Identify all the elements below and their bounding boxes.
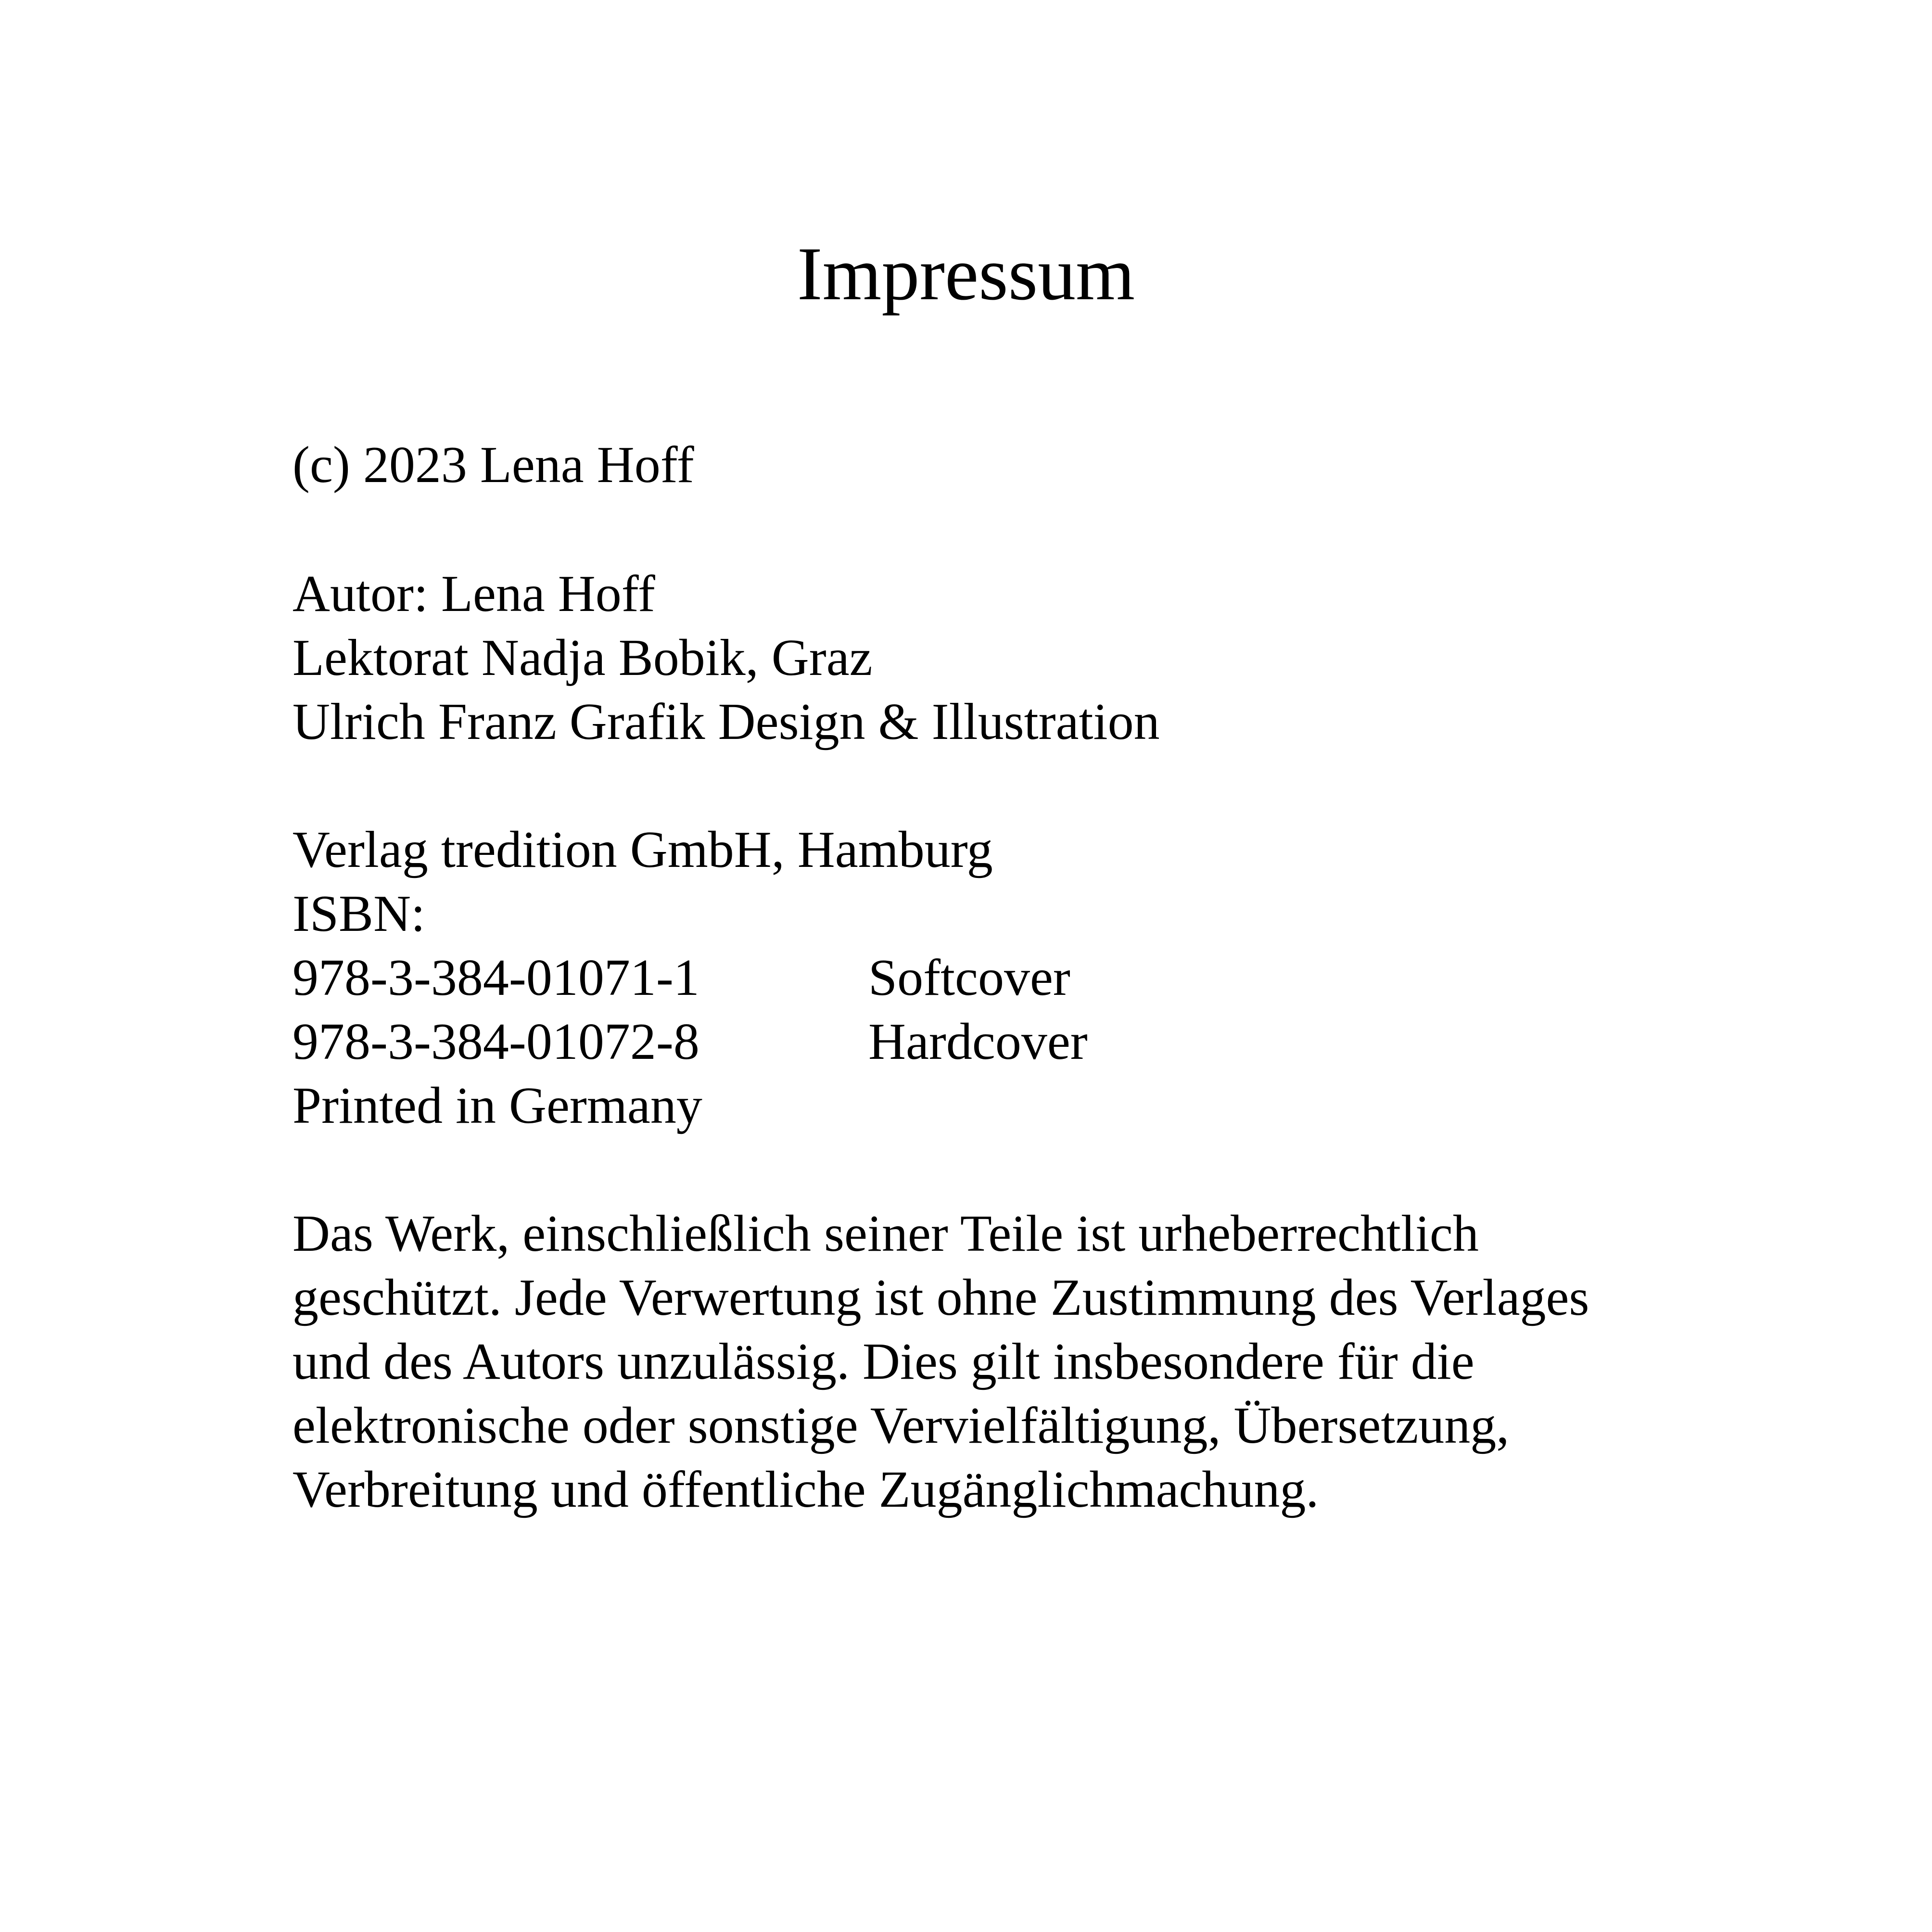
isbn-format: Softcover	[868, 949, 1070, 1006]
legal-notice-line: und des Autors unzulässig. Dies gilt insbesondere für die	[292, 1333, 1474, 1390]
isbn-code: 978-3-384-01072-8	[292, 1013, 699, 1070]
copyright-line: (c) 2023 Lena Hoff	[292, 436, 694, 494]
isbn-format: Hardcover	[868, 1013, 1088, 1070]
publisher-line: Verlag tredition GmbH, Hamburg	[292, 821, 993, 878]
page-title: Impressum	[797, 232, 1135, 316]
legal-notice-line: geschützt. Jede Verwertung ist ohne Zustimmung des Verlages	[292, 1269, 1589, 1326]
printed-in-line: Printed in Germany	[292, 1077, 702, 1134]
author-credit: Autor: Lena Hoff	[292, 565, 655, 623]
isbn-row-softcover	[292, 946, 1736, 1010]
isbn-row-hardcover	[292, 1010, 1736, 1074]
isbn-label: ISBN:	[292, 885, 426, 942]
legal-notice-line: elektronische oder sonstige Vervielfältigung, Übersetzung,	[292, 1397, 1510, 1454]
legal-notice-line: Verbreitung und öffentliche Zugänglichmachung.	[292, 1461, 1319, 1518]
editor-credit: Lektorat Nadja Bobik, Graz	[292, 629, 873, 686]
legal-notice-line: Das Werk, einschließlich seiner Teile ist urheberrechtlich	[292, 1205, 1479, 1262]
design-credit: Ulrich Franz Grafik Design & Illustration	[292, 693, 1160, 750]
isbn-code: 978-3-384-01071-1	[292, 949, 699, 1006]
